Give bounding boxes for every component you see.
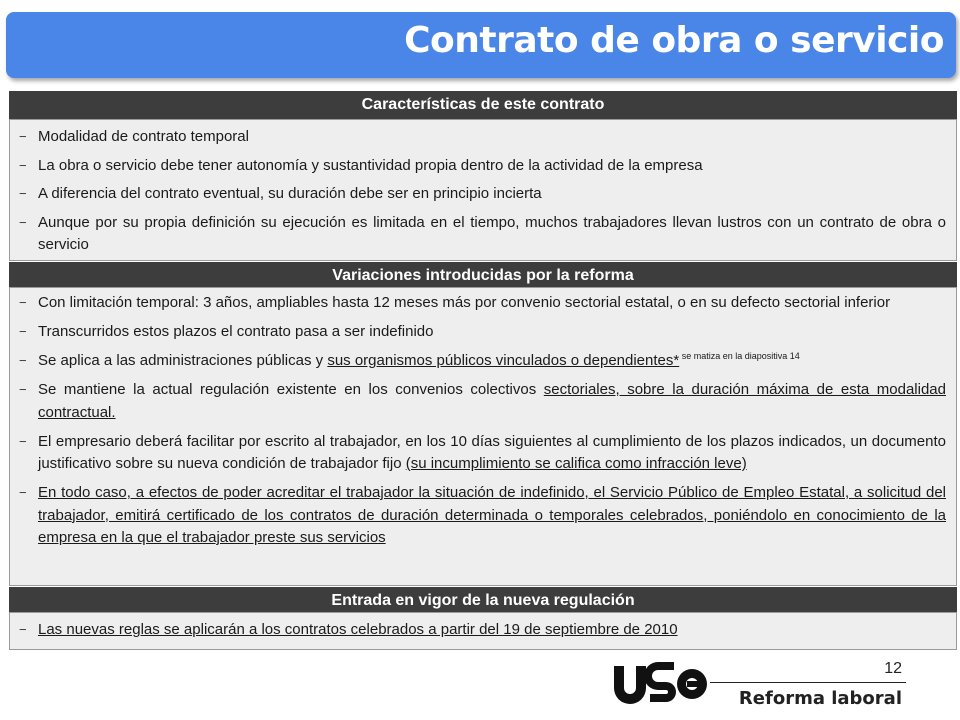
list-item xyxy=(10,212,956,257)
section-header-entrada-vigor: Entrada en vigor de la nueva regulación xyxy=(9,587,957,615)
item-text: Transcurridos estos plazos el contrato pasa a ser indefinido xyxy=(38,323,434,340)
bullet-dash: − xyxy=(19,433,27,449)
list-item xyxy=(10,126,956,149)
item-text: sectoriales, sobre la duración máxima de esta modalidad contractual. xyxy=(38,381,946,421)
item-text: Las nuevas reglas se aplicarán a los contratos celebrados a partir del 19 de septiembre de 2010 xyxy=(38,621,678,638)
list-item xyxy=(10,379,956,424)
bullet-dash: − xyxy=(19,353,27,368)
item-text: Aunque por su propia definición su ejecución es limitada en el tiempo, muchos trabajadores llevan lustros con un contrato de obra o servicio xyxy=(38,213,946,253)
section-header-caracteristicas: Características de este contrato xyxy=(9,91,957,119)
item-text: La obra o servicio debe tener autonomía y sustantividad propia dentro de la actividad de la empresa xyxy=(38,156,703,174)
list-item xyxy=(10,321,956,344)
item-text: sus organismos públicos vinculados o dependientes* xyxy=(327,352,680,369)
footnote-ref: se matiza en la diapositiva 14 xyxy=(679,351,800,361)
bullet-dash: − xyxy=(19,214,27,230)
bullet-dash: − xyxy=(19,129,27,144)
bullet-dash: − xyxy=(19,382,27,397)
uso-logo-icon xyxy=(612,662,708,706)
footer-label: Reforma laboral xyxy=(738,688,902,709)
title-banner xyxy=(6,12,956,78)
list-item xyxy=(10,183,956,206)
slide-title: Contrato de obra o servicio xyxy=(404,20,944,61)
section-header-variaciones: Variaciones introducidas por la reforma xyxy=(9,262,957,290)
item-text: El empresario deberá facilitar por escrito al trabajador, en los 10 días siguientes al cumplimiento de los plazos indicados, un documento justificativo sobre su nueva condición de trabajador fijo xyxy=(38,432,946,472)
item-text: (su incumplimiento se califica como infracción leve) xyxy=(405,455,747,472)
list-item xyxy=(10,350,956,373)
item-text: Se mantiene la actual regulación existente en los convenios colectivos xyxy=(38,381,544,398)
item-text: En todo caso, a efectos de poder acreditar el trabajador la situación de indefinido, el Servicio Público de Empleo Estatal, a solicitud del trabajador, emitirá certificado de los contratos de duración determinada o temporales celebrados, poniéndolo en conocimiento de la empresa en la que el trabajador preste sus servicios xyxy=(38,484,946,546)
item-text: Modalidad de contrato temporal xyxy=(38,128,249,145)
section-body-caracteristicas xyxy=(9,119,957,261)
bullet-dash: − xyxy=(19,186,27,201)
section-body-entrada-vigor xyxy=(9,612,957,650)
list-item xyxy=(10,292,956,315)
item-text: Se aplica a las administraciones públicas y xyxy=(38,352,328,369)
bullet-dash: − xyxy=(19,157,27,173)
list-item xyxy=(10,482,956,550)
page-number: 12 xyxy=(884,660,902,677)
footer-rule xyxy=(710,682,906,683)
list-item xyxy=(10,619,956,642)
bullet-dash: − xyxy=(19,324,27,339)
list-item xyxy=(10,155,956,178)
section-body-variaciones xyxy=(9,287,957,586)
bullet-dash: − xyxy=(19,295,27,310)
bullet-dash: − xyxy=(19,485,27,500)
item-text: A diferencia del contrato eventual, su duración debe ser en principio incierta xyxy=(38,185,542,202)
item-text: Con limitación temporal: 3 años, ampliables hasta 12 meses más por convenio sectorial estatal, o en su defecto sectorial inferior xyxy=(38,294,891,311)
list-item xyxy=(10,431,956,476)
bullet-dash: − xyxy=(19,622,27,637)
footer xyxy=(612,660,902,716)
